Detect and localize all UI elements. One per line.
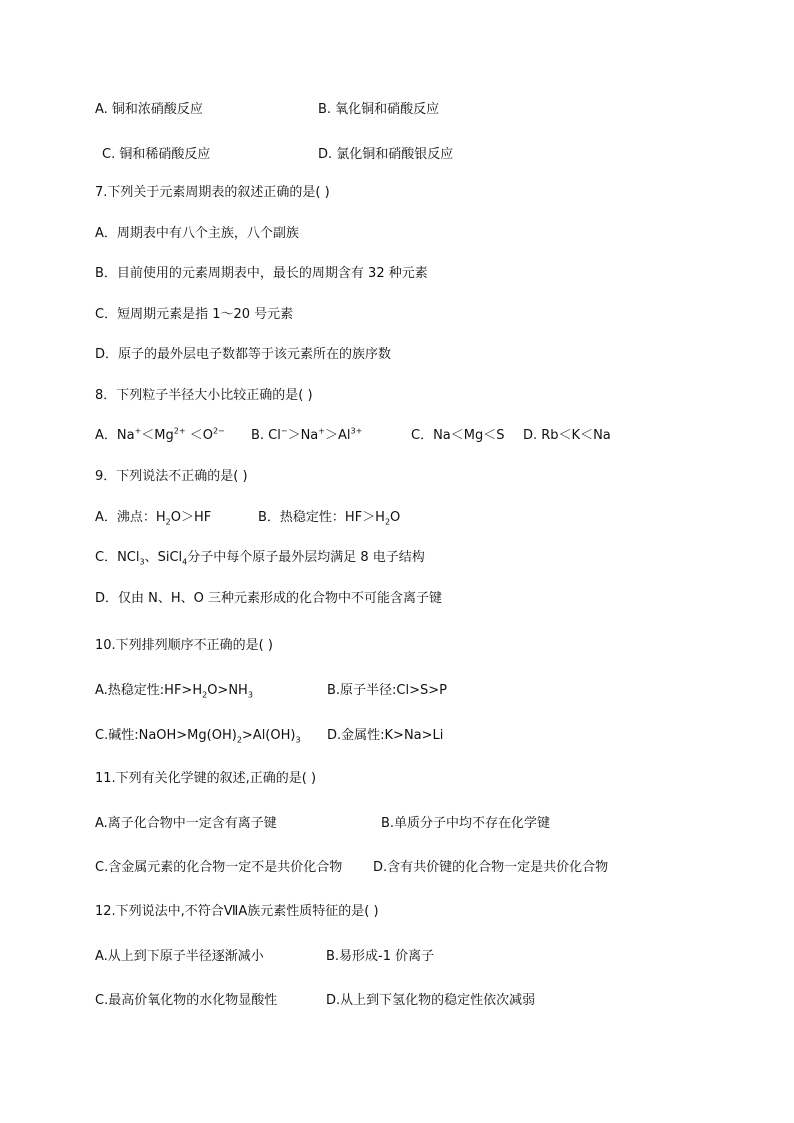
q12-option-a: A.从上到下原子半径逐渐减小: [95, 949, 264, 964]
q10-a-sub-2: 3: [247, 690, 253, 700]
q8-option-d: D. Rb＜K＜Na: [523, 428, 611, 443]
q10-option-c: [95, 727, 301, 745]
q8-a-text-3: ＜O: [185, 428, 213, 443]
q8-option-b: [251, 427, 362, 445]
q8-b-text-3: ＞Al: [324, 428, 351, 443]
q11-option-a: A.离子化合物中一定含有离子键: [95, 816, 277, 831]
q6-option-c: C. 铜和稀硝酸反应: [102, 147, 211, 162]
q8-option-a: [95, 427, 225, 445]
q6-option-b: B. 氧化铜和硝酸反应: [318, 102, 440, 117]
q12-option-c: C.最高价氧化物的水化物显酸性: [95, 993, 278, 1008]
q9-c-text-2: 、SiCl: [144, 550, 183, 565]
q6-option-d: D. 氯化铜和硝酸银反应: [318, 147, 454, 162]
q9-c-text-3: 分子中每个原子最外层均满足 8 电子结构: [187, 550, 425, 565]
q9-b-text-2: O: [390, 510, 401, 525]
q9-option-c: [95, 549, 425, 567]
q10-a-sub-1: 2: [202, 690, 208, 700]
q11-stem: 11.下列有关化学键的叙述,正确的是( ): [95, 771, 317, 786]
q8-a-text-1: A．Na: [95, 428, 135, 443]
q10-option-d: D.金属性:K>Na>Li: [327, 728, 444, 743]
q7-option-a: A．周期表中有八个主族，八个副族: [95, 226, 299, 241]
q8-a-sup-3: 2−: [212, 426, 225, 436]
q8-b-sup-1: −: [280, 426, 288, 436]
q8-b-sup-3: 3+: [350, 426, 363, 436]
q10-c-sub-2: 3: [295, 735, 301, 745]
q9-b-sub-1: 2: [384, 517, 391, 527]
q8-b-sup-2: +: [318, 426, 325, 436]
q8-a-sup-2: 2+: [173, 426, 186, 436]
q7-stem: 7.下列关于元素周期表的叙述正确的是( ): [95, 185, 330, 200]
q10-c-text-2: >Al(OH): [241, 728, 296, 743]
q9-stem: 9．下列说法不正确的是( ): [95, 469, 248, 484]
q9-c-sub-1: 3: [139, 557, 145, 567]
q10-a-text-1: A.热稳定性:HF>H: [95, 683, 203, 698]
q12-stem: 12.下列说法中,不符合ⅦA族元素性质特征的是( ): [95, 904, 379, 919]
q10-c-sub-1: 2: [236, 735, 242, 745]
q7-option-c: C．短周期元素是指 1～20 号元素: [95, 307, 294, 322]
q12-option-d: D.从上到下氢化物的稳定性依次减弱: [326, 993, 536, 1008]
q10-stem: 10.下列排列顺序不正确的是( ): [95, 638, 273, 653]
q11-option-c: C.含金属元素的化合物一定不是共价化合物: [95, 860, 343, 875]
q8-b-text-1: B. Cl: [251, 428, 281, 443]
q10-c-text-1: C.碱性:NaOH>Mg(OH): [95, 728, 237, 743]
q11-option-d: D.含有共价键的化合物一定是共价化合物: [373, 860, 609, 875]
q11-option-b: B.单质分子中均不存在化学键: [381, 816, 551, 831]
q8-b-text-2: ＞Na: [287, 428, 319, 443]
q8-option-c: C．Na＜Mg＜S: [411, 428, 505, 443]
q8-a-sup-1: +: [134, 426, 142, 436]
q9-c-sub-2: 4: [182, 557, 188, 567]
q10-option-a: [95, 682, 253, 700]
q10-a-text-2: O>NH: [207, 683, 248, 698]
q7-option-b: B．目前使用的元素周期表中，最长的周期含有 32 种元素: [95, 266, 428, 281]
q9-b-text-1: B．热稳定性：HF＞H: [258, 510, 385, 525]
q12-option-b: B.易形成-1 价离子: [326, 949, 435, 964]
q9-c-text-1: C．NCl: [95, 550, 140, 565]
q10-option-b: B.原子半径:Cl>S>P: [327, 683, 447, 698]
q9-a-text-1: A．沸点：H: [95, 510, 166, 525]
q8-a-text-2: ＜Mg: [141, 428, 174, 443]
q7-option-d: D．原子的最外层电子数都等于该元素所在的族序数: [95, 347, 392, 362]
q9-option-d: D．仅由 N、H、O 三种元素形成的化合物中不可能含离子键: [95, 591, 443, 606]
q6-option-a: A. 铜和浓硝酸反应: [95, 102, 203, 117]
q8-stem: 8．下列粒子半径大小比较正确的是( ): [95, 388, 313, 403]
q9-option-a: [95, 509, 211, 527]
q9-a-text-2: O＞HF: [170, 510, 212, 525]
q9-option-b: [258, 509, 400, 527]
q9-a-sub-1: 2: [165, 517, 171, 527]
